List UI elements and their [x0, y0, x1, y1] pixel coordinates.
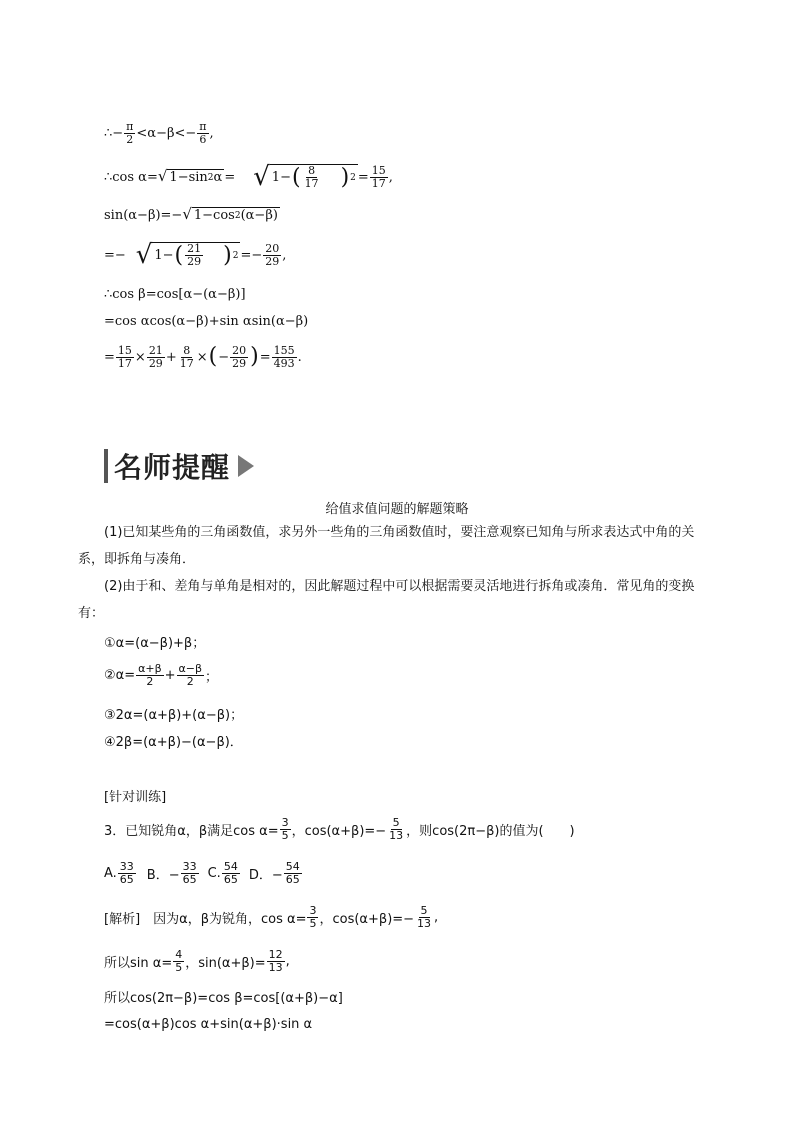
numerator: 3 [281, 815, 289, 829]
numerator: 20 [265, 241, 280, 255]
fraction [177, 663, 205, 688]
strategy-title: 给值求值问题的解题策略 [325, 502, 469, 517]
denominator: 2 [146, 674, 154, 688]
practice-label: [针对训练] [104, 789, 167, 805]
fraction [185, 243, 203, 268]
denominator: 17 [304, 177, 319, 190]
numerator: 5 [392, 815, 400, 829]
sqrt: √ 1−cos 2 (α−β) [182, 205, 278, 223]
paragraph-1: (1)已知某些角的三角函数值，求另外一些角的三角函数值时，要注意观察已知角与所求表达式中角的关系，即拆角与凑角． [78, 525, 695, 567]
fraction [263, 243, 281, 268]
text: − [218, 349, 230, 365]
sqrt: √ 1− ( $\frac{21}{29}$ ) 2 [135, 240, 239, 270]
text: ； [205, 669, 219, 685]
numerator: α+β [138, 661, 162, 675]
denominator: 5 [309, 916, 317, 930]
numerator: 20 [232, 343, 247, 357]
text: ∴− [104, 125, 124, 141]
exponent: 2 [207, 172, 214, 183]
text: ，cos(α+β)=− [291, 823, 387, 839]
fraction [303, 165, 321, 190]
denominator: 17 [117, 356, 132, 370]
analysis-line-4: =cos(α+β)cos α+sin(α+β)·sin α [104, 1016, 313, 1032]
fraction [173, 949, 184, 974]
fraction [136, 663, 164, 688]
option-d-value [284, 861, 302, 886]
text: = [259, 349, 271, 365]
analysis-line-3: 所以cos(2π−β)=cos β=cos[(α+β)−α] [104, 990, 343, 1006]
numerator: 8 [183, 343, 191, 357]
analysis-line-1 [104, 900, 438, 934]
text: <α−β<− [136, 125, 197, 141]
numerator: 4 [175, 947, 183, 961]
exponent: 2 [232, 250, 239, 261]
text: , [285, 953, 290, 969]
option-b-label: B．− [146, 867, 180, 883]
numerator: 54 [285, 859, 300, 873]
numerator: 3 [309, 903, 317, 917]
text: ，sin(α+β)= [185, 955, 266, 971]
text: × [196, 349, 208, 365]
fraction [370, 165, 388, 190]
solution-line-5: ∴cos β=cos[α−(α−β)] [104, 286, 246, 302]
fraction [124, 121, 135, 146]
text: ，则cos(2π−β)的值为( ) [406, 823, 575, 839]
solution-line-7: = $\frac{15}{17}$ × $\frac{21}{29}$ + $\frac{8}{17}$ × ( − $\frac{20}{29}$ ) = $\frac{155}{493}$ . [104, 343, 302, 370]
text: 1− [154, 248, 174, 263]
text: (α−β) [240, 208, 278, 223]
option-b-value [181, 861, 199, 886]
denominator: 65 [223, 872, 238, 886]
text: , [434, 909, 439, 925]
denominator: 29 [187, 255, 202, 268]
text: 1−cos [193, 208, 235, 223]
denominator: 13 [268, 960, 283, 974]
sqrt: √ 1−sin 2 α [157, 167, 223, 185]
formula-2 [104, 658, 218, 692]
fraction [387, 817, 405, 842]
exponent: 2 [350, 172, 356, 183]
fraction [267, 949, 285, 974]
text: ∴cos α= [104, 169, 158, 185]
text: , [282, 247, 287, 263]
exponent: 2 [234, 210, 241, 221]
text: , [388, 169, 393, 185]
play-triangle-icon [238, 455, 254, 477]
numerator: 33 [182, 859, 197, 873]
text: =− [240, 247, 263, 263]
option-d-label: D．− [248, 867, 283, 883]
denominator: 65 [119, 872, 134, 886]
solution-line-6: =cos αcos(α−β)+sin αsin(α−β) [104, 313, 309, 329]
numerator: 8 [308, 164, 316, 177]
text: 1−sin [169, 170, 208, 185]
fraction [272, 345, 297, 370]
numerator: 155 [273, 343, 295, 357]
analysis-line-2 [104, 944, 290, 978]
fraction [178, 345, 196, 370]
paragraph-2: (2)由于和、差角与单角是相对的，因此解题过程中可以根据需要灵活地进行拆角或凑角．常见角的变换有： [78, 579, 695, 621]
denominator: 13 [389, 828, 404, 842]
solution-line-3 [104, 204, 280, 226]
fraction [197, 121, 208, 146]
text: + [165, 349, 177, 365]
denominator: 17 [179, 356, 194, 370]
fraction [415, 905, 433, 930]
formula-4: ④2β=(α+β)−(α−β)． [104, 734, 243, 750]
denominator: 65 [182, 872, 197, 886]
denominator: 5 [175, 960, 183, 974]
numerator: 21 [187, 242, 202, 255]
numerator: 15 [371, 163, 386, 177]
numerator: α−β [178, 661, 203, 675]
text: ，cos(α+β)=− [319, 911, 415, 927]
option-c-value [222, 861, 240, 886]
denominator: 65 [285, 872, 300, 886]
numerator: 54 [223, 859, 238, 873]
denominator: 2 [186, 674, 194, 688]
text: [解析] 因为α，β为锐角，cos α= [104, 911, 307, 927]
denominator: 493 [273, 356, 295, 370]
heading-bar [104, 449, 108, 483]
text: =− [104, 247, 126, 263]
denominator: 29 [265, 254, 280, 268]
text: 3．已知锐角α，β满足cos α= [104, 823, 279, 839]
denominator: 6 [199, 132, 207, 146]
text: = [104, 349, 115, 365]
denominator: 13 [417, 916, 432, 930]
fraction [147, 345, 165, 370]
option-a-label: A. [104, 865, 117, 881]
section-heading [104, 446, 254, 486]
numerator: π [199, 119, 207, 133]
text: 1− [271, 170, 291, 185]
numerator: 5 [420, 903, 428, 917]
text: α [213, 170, 223, 185]
text: = [357, 169, 369, 185]
denominator: 29 [148, 356, 163, 370]
sqrt: √ 1− ( $\frac{8}{17}$ ) 2 [253, 162, 356, 192]
formula-1: ①α=(α−β)+β； [104, 635, 206, 651]
formula-3: ③2α=(α+β)+(α−β)； [104, 707, 244, 723]
denominator: 2 [126, 132, 134, 146]
answer-options [104, 856, 303, 890]
fraction [230, 345, 248, 370]
solution-line-4 [104, 238, 286, 272]
fraction [116, 345, 134, 370]
text: sin(α−β)=− [104, 207, 183, 223]
text: . [297, 349, 302, 365]
fraction [307, 905, 318, 930]
solution-line-1 [104, 118, 214, 148]
question-3 [104, 812, 575, 846]
text: + [164, 667, 176, 683]
text: × [134, 349, 146, 365]
numerator: 15 [117, 343, 132, 357]
solution-line-2 [104, 160, 393, 194]
numerator: 33 [119, 859, 134, 873]
denominator: 5 [281, 828, 289, 842]
numerator: π [126, 119, 134, 133]
denominator: 29 [232, 356, 247, 370]
option-a-value [118, 861, 136, 886]
numerator: 12 [268, 947, 283, 961]
text: 所以sin α= [104, 955, 173, 971]
text: = [224, 169, 236, 185]
denominator: 17 [371, 176, 386, 190]
fraction [280, 817, 291, 842]
section-heading-text: 名师提醒 [114, 451, 231, 484]
option-c-label: C. [207, 865, 221, 881]
text: , [209, 125, 214, 141]
text: ②α= [104, 667, 136, 683]
numerator: 21 [148, 343, 163, 357]
